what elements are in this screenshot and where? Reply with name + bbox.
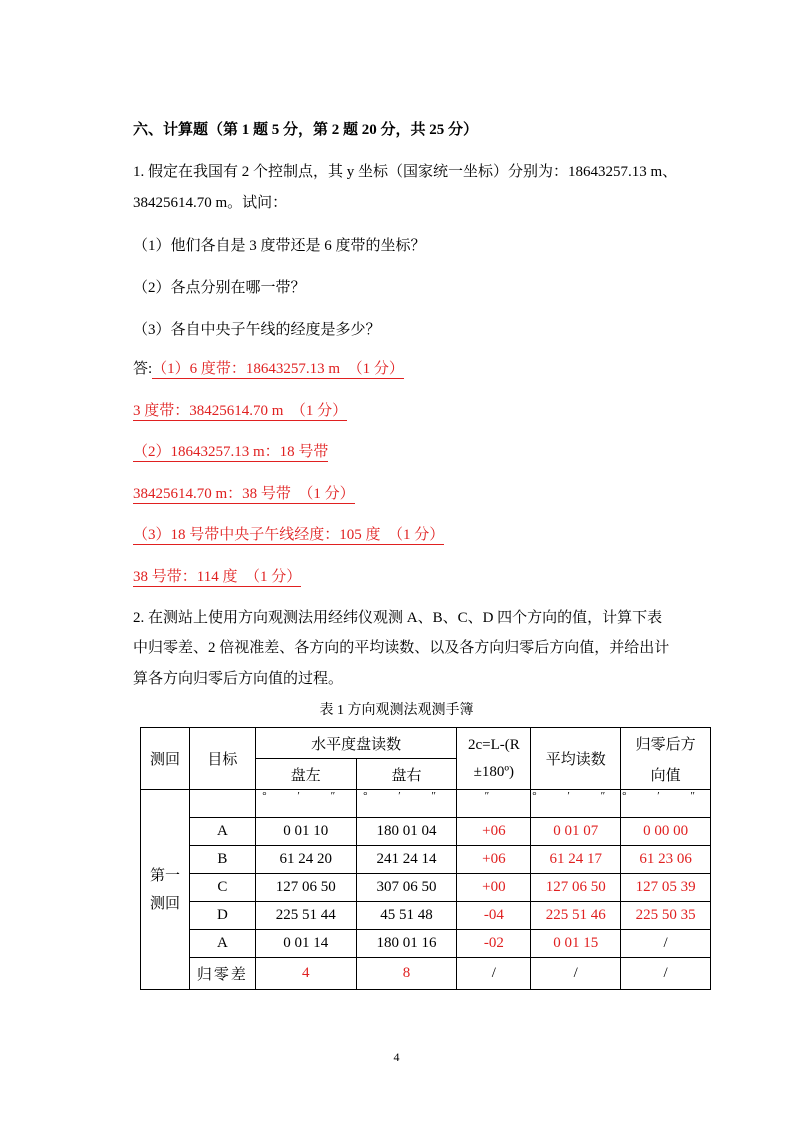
header-mean: 平均读数 xyxy=(531,728,621,790)
answer-prefix: 答: xyxy=(133,361,153,377)
header-round: 测回 xyxy=(141,728,190,790)
header-target: 目标 xyxy=(189,728,255,790)
table-caption: 表 1 方向观测法观测手簿 xyxy=(319,703,474,718)
answer-line-2: 3 度带：38425614.70 m （1 分） xyxy=(133,403,348,419)
q2-line2: 中归零差、2 倍视准差、各方向的平均读数、以及各方向归零后方向值，并给出计 xyxy=(133,640,670,656)
q2-line1: 2. 在测站上使用方向观测法用经纬仪观测 A、B、C、D 四个方向的值，计算下表 xyxy=(133,610,663,626)
q1-sub1: （1）他们各自是 3 度带还是 6 度带的坐标？ xyxy=(133,238,426,254)
table-row: C 127 06 50 307 06 50 +00 127 06 50 127 05 39 xyxy=(141,874,711,902)
table-row: B 61 24 20 241 24 14 +06 61 24 17 61 23 06 xyxy=(141,846,711,874)
header-left: 盘左 xyxy=(255,759,356,790)
q1-sub2: （2）各点分别在哪一带？ xyxy=(133,280,306,296)
q2-line3: 算各方向归零后方向值的过程。 xyxy=(133,671,344,687)
table-row: D 225 51 44 45 51 48 -04 225 51 46 225 50 35 xyxy=(141,902,711,930)
unit: ° ′ ″ xyxy=(356,790,457,818)
section-title: 六、计算题（第 1 题 5 分，第 2 题 20 分，共 25 分） xyxy=(133,122,479,138)
unit: ° ′ ″ xyxy=(255,790,356,818)
answer-line-6: 38 号带：114 度 （1 分） xyxy=(133,569,302,585)
answer-text: （1）6 度带：18643257.13 m （1 分） xyxy=(152,361,404,377)
closure-row: 归零差 4 8 / / / xyxy=(141,958,711,990)
answer-line-1 xyxy=(133,360,404,378)
table-row: A 0 01 10 180 01 04 +06 0 01 07 0 00 00 xyxy=(141,818,711,846)
header-reading: 水平度盘读数 xyxy=(255,728,457,759)
header-2c: 2c=L-(R ±180º) xyxy=(457,728,531,790)
answer-line-5: （3）18 号带中央子午线经度：105 度 （1 分） xyxy=(133,527,445,543)
header-right: 盘右 xyxy=(356,759,457,790)
unit: ″ xyxy=(457,790,531,818)
q1-line1: 1. 假定在我国有 2 个控制点，其 y 坐标（国家统一坐标）分别为：18643257.13 m、 xyxy=(133,164,678,180)
unit: ° ′ ″ xyxy=(531,790,621,818)
round-label: 第一测回 xyxy=(141,790,190,990)
unit: ° ′ ″ xyxy=(621,790,711,818)
answer-line-3: （2）18643257.13 m：18 号带 xyxy=(133,444,329,460)
page-number: 4 xyxy=(393,1050,400,1064)
q1-sub3: （3）各自中央子午线的经度是多少？ xyxy=(133,322,381,338)
q1-line2: 38425614.70 m。试问： xyxy=(133,195,288,211)
header-reduced: 归零后方 向值 xyxy=(621,728,711,790)
answer-line-4: 38425614.70 m：38 号带 （1 分） xyxy=(133,486,355,502)
table-row: A 0 01 14 180 01 16 -02 0 01 15 / xyxy=(141,930,711,958)
observation-table xyxy=(140,727,711,990)
